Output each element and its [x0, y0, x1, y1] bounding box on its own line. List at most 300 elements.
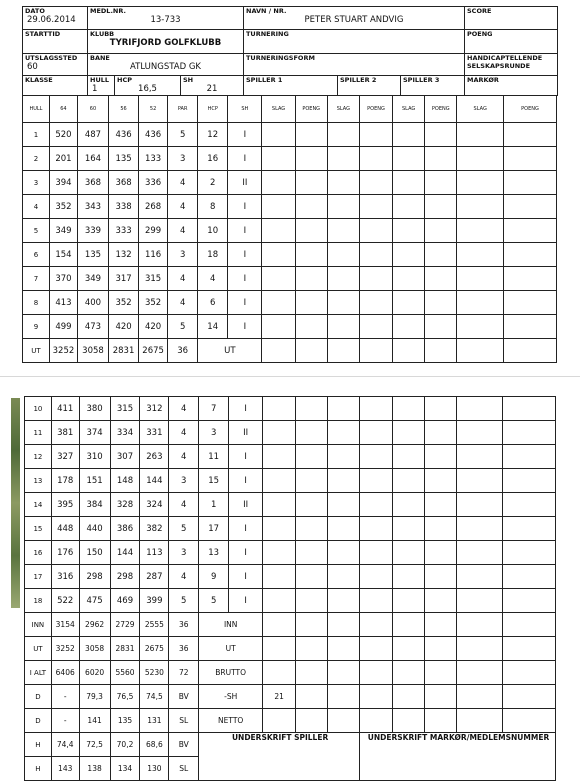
- points-input[interactable]: [296, 589, 328, 613]
- points-input[interactable]: [360, 541, 393, 565]
- strokes-input[interactable]: [457, 171, 504, 195]
- hole-hcp-index: 16: [198, 147, 228, 171]
- strokes-input[interactable]: [393, 171, 425, 195]
- summary-input[interactable]: [296, 613, 328, 637]
- points-input[interactable]: [425, 291, 457, 315]
- strokes-input[interactable]: [263, 589, 296, 613]
- strokes-input[interactable]: [328, 589, 360, 613]
- points-input[interactable]: [359, 147, 392, 171]
- points-input[interactable]: [425, 123, 457, 147]
- tee-60-length: 150: [79, 541, 110, 565]
- strokes-input[interactable]: [328, 421, 360, 445]
- points-input[interactable]: [296, 397, 328, 421]
- summary-input[interactable]: [328, 685, 360, 709]
- summary-input[interactable]: [328, 709, 360, 733]
- points-input[interactable]: [360, 445, 393, 469]
- strokes-input[interactable]: [456, 589, 502, 613]
- summary-input[interactable]: [424, 637, 456, 661]
- summary-value[interactable]: [263, 637, 296, 661]
- summary-input[interactable]: [360, 685, 393, 709]
- column-header: POENG: [359, 96, 392, 123]
- strokes-input[interactable]: [456, 517, 502, 541]
- tee-64-length: 201: [49, 147, 77, 171]
- total-input[interactable]: [327, 339, 359, 363]
- hole-row: [25, 397, 556, 421]
- strokes-input[interactable]: [456, 397, 502, 421]
- summary-input[interactable]: [503, 709, 556, 733]
- strokes-input[interactable]: [262, 171, 295, 195]
- strokes-input[interactable]: [457, 267, 504, 291]
- hcp-cell: HCP 16,5: [115, 76, 181, 96]
- strokes-input[interactable]: [457, 291, 504, 315]
- hole-hcp-index: 12: [198, 123, 228, 147]
- strokes-input[interactable]: [457, 147, 504, 171]
- summary-par: BV: [169, 685, 199, 709]
- total-input[interactable]: [425, 339, 457, 363]
- points-input[interactable]: [425, 315, 457, 339]
- hole-number: 13: [25, 469, 52, 493]
- tee-60-length: 164: [77, 147, 108, 171]
- strokes-input[interactable]: [263, 421, 296, 445]
- sh-value: 21: [206, 84, 218, 94]
- tee-52-length: 312: [140, 397, 169, 421]
- strokes-input[interactable]: [393, 243, 425, 267]
- tee-64-length: 316: [51, 565, 79, 589]
- summary-60: 6020: [79, 661, 110, 685]
- extra-strokes: I: [228, 195, 262, 219]
- strokes-input[interactable]: [457, 195, 504, 219]
- tee-52-length: 299: [139, 219, 168, 243]
- points-input[interactable]: [425, 171, 457, 195]
- strokes-input[interactable]: [456, 541, 502, 565]
- tee-60-length: 384: [79, 493, 110, 517]
- points-input[interactable]: [503, 541, 556, 565]
- player3-cell: SPILLER 3: [401, 76, 465, 96]
- points-input[interactable]: [296, 445, 328, 469]
- strokes-input[interactable]: [327, 243, 359, 267]
- strokes-input[interactable]: [263, 445, 296, 469]
- summary-value[interactable]: [263, 613, 296, 637]
- strokes-input[interactable]: [263, 565, 296, 589]
- points-input[interactable]: [359, 243, 392, 267]
- points-input[interactable]: [360, 517, 393, 541]
- hole-row: [25, 421, 556, 445]
- tee-64-length: 522: [51, 589, 79, 613]
- summary-input[interactable]: [456, 661, 502, 685]
- hole-number: 5: [23, 219, 50, 243]
- scorecard-front: [22, 6, 557, 354]
- summary-input[interactable]: [424, 661, 456, 685]
- hole-number: 16: [25, 541, 52, 565]
- summary-input[interactable]: [503, 661, 556, 685]
- column-header: SLAG: [262, 96, 295, 123]
- extra-strokes: I: [228, 291, 262, 315]
- points-input[interactable]: [360, 469, 393, 493]
- points-input[interactable]: [296, 421, 328, 445]
- summary-input[interactable]: [393, 637, 425, 661]
- summary-input[interactable]: [393, 685, 425, 709]
- summary-56: 135: [110, 709, 140, 733]
- points-input[interactable]: [296, 493, 328, 517]
- tee-60-length: 487: [77, 123, 108, 147]
- summary-row-h1: [25, 733, 556, 757]
- tee-60-length: 343: [77, 195, 108, 219]
- tee-52-length: 420: [139, 315, 168, 339]
- summary-52: 131: [140, 709, 169, 733]
- par-value: 4: [168, 219, 198, 243]
- strokes-input[interactable]: [327, 123, 359, 147]
- total-52: 2675: [139, 339, 168, 363]
- points-input[interactable]: [360, 589, 393, 613]
- hole-hcp-index: 17: [199, 517, 229, 541]
- points-input[interactable]: [504, 171, 557, 195]
- hole-hcp-index: 9: [199, 565, 229, 589]
- par-value: 5: [169, 589, 199, 613]
- strokes-input[interactable]: [393, 123, 425, 147]
- total-input[interactable]: [262, 339, 295, 363]
- hole-number: 17: [25, 565, 52, 589]
- strokes-input[interactable]: [327, 291, 359, 315]
- points-input[interactable]: [503, 589, 556, 613]
- strokes-input[interactable]: [393, 315, 425, 339]
- points-input[interactable]: [295, 243, 327, 267]
- summary-input[interactable]: [424, 613, 456, 637]
- points-input[interactable]: [360, 565, 393, 589]
- total-input[interactable]: [504, 339, 557, 363]
- strokes-input[interactable]: [328, 469, 360, 493]
- strokes-input[interactable]: [393, 421, 425, 445]
- points-input[interactable]: [503, 565, 556, 589]
- summary-input[interactable]: [296, 637, 328, 661]
- summary-input[interactable]: [328, 637, 360, 661]
- points-input[interactable]: [503, 493, 556, 517]
- scorecard-back: [24, 396, 556, 773]
- tee-52-length: 268: [139, 195, 168, 219]
- marker-signature-field[interactable]: UNDERSKRIFT MARKØR/MEDLEMSNUMMER: [360, 733, 556, 781]
- summary-input[interactable]: [296, 709, 328, 733]
- points-input[interactable]: [504, 243, 557, 267]
- strokes-input[interactable]: [393, 195, 425, 219]
- tee-52-length: 113: [140, 541, 169, 565]
- paper-fold: [0, 376, 580, 377]
- hole-row: [25, 565, 556, 589]
- summary-input[interactable]: [456, 709, 502, 733]
- points-input[interactable]: [359, 219, 392, 243]
- strokes-input[interactable]: [393, 445, 425, 469]
- total-64: 3252: [49, 339, 77, 363]
- points-input[interactable]: [503, 517, 556, 541]
- points-input[interactable]: [360, 421, 393, 445]
- strokes-input[interactable]: [328, 565, 360, 589]
- name-cell: NAVN / NR. PETER STUART ANDVIG: [244, 7, 465, 30]
- summary-64: 3252: [51, 637, 79, 661]
- points-input[interactable]: [425, 147, 457, 171]
- summary-input[interactable]: [360, 661, 393, 685]
- tee-60-length: 368: [77, 171, 108, 195]
- summary-input[interactable]: [456, 685, 502, 709]
- strokes-input[interactable]: [457, 123, 504, 147]
- summary-par: SL: [169, 709, 199, 733]
- points-input[interactable]: [425, 243, 457, 267]
- strokes-input[interactable]: [393, 291, 425, 315]
- column-header: POENG: [504, 96, 557, 123]
- strokes-input[interactable]: [263, 469, 296, 493]
- strokes-input[interactable]: [262, 123, 295, 147]
- strokes-input[interactable]: [456, 493, 502, 517]
- points-input[interactable]: [424, 493, 456, 517]
- tee-value: 60: [27, 62, 38, 72]
- points-input[interactable]: [504, 195, 557, 219]
- points-input[interactable]: [295, 147, 327, 171]
- summary-input[interactable]: [360, 637, 393, 661]
- tee-60-length: 151: [79, 469, 110, 493]
- points-input[interactable]: [296, 469, 328, 493]
- points-input[interactable]: [424, 421, 456, 445]
- strokes-input[interactable]: [393, 147, 425, 171]
- points-input[interactable]: [504, 315, 557, 339]
- hole-number: 11: [25, 421, 52, 445]
- tournament-cell: TURNERING: [244, 30, 465, 54]
- summary-label: D: [25, 685, 52, 709]
- hole-hcp-index: 10: [198, 219, 228, 243]
- points-input[interactable]: [503, 469, 556, 493]
- total-text: UT: [198, 339, 262, 363]
- points-input[interactable]: [359, 267, 392, 291]
- strokes-input[interactable]: [393, 267, 425, 291]
- strokes-input[interactable]: [393, 541, 425, 565]
- strokes-input[interactable]: [456, 421, 502, 445]
- tee-64-length: 370: [49, 267, 77, 291]
- points-input[interactable]: [295, 291, 327, 315]
- strokes-input[interactable]: [263, 493, 296, 517]
- summary-52: 74,5: [140, 685, 169, 709]
- summary-input[interactable]: [503, 685, 556, 709]
- strokes-input[interactable]: [393, 589, 425, 613]
- points-input[interactable]: [503, 397, 556, 421]
- total-input[interactable]: [295, 339, 327, 363]
- member-no-cell: MEDL.NR. 13-733: [88, 7, 244, 30]
- summary-56: 2831: [110, 637, 140, 661]
- points-input[interactable]: [424, 565, 456, 589]
- extra-strokes: I: [228, 147, 262, 171]
- tee-56-length: 420: [109, 315, 139, 339]
- strokes-input[interactable]: [393, 517, 425, 541]
- strokes-input[interactable]: [328, 397, 360, 421]
- summary-input[interactable]: [393, 613, 425, 637]
- strokes-input[interactable]: [262, 315, 295, 339]
- strokes-input[interactable]: [393, 493, 425, 517]
- points-input[interactable]: [424, 397, 456, 421]
- points-input[interactable]: [359, 171, 392, 195]
- points-input[interactable]: [425, 219, 457, 243]
- points-input[interactable]: [295, 315, 327, 339]
- hole-row: [23, 171, 557, 195]
- strokes-input[interactable]: [263, 517, 296, 541]
- hole-row: [23, 147, 557, 171]
- points-input[interactable]: [360, 493, 393, 517]
- par-value: 4: [169, 565, 199, 589]
- strokes-input[interactable]: [456, 469, 502, 493]
- summary-input[interactable]: [456, 613, 502, 637]
- extra-strokes: I: [228, 123, 262, 147]
- points-input[interactable]: [295, 219, 327, 243]
- strokes-input[interactable]: [328, 541, 360, 565]
- total-input[interactable]: [359, 339, 392, 363]
- strokes-input[interactable]: [262, 243, 295, 267]
- tee-56-length: 307: [110, 445, 140, 469]
- points-input[interactable]: [425, 267, 457, 291]
- summary-input[interactable]: [328, 613, 360, 637]
- strokes-input[interactable]: [456, 565, 502, 589]
- summary-60: 3058: [79, 637, 110, 661]
- points-input[interactable]: [424, 517, 456, 541]
- extra-strokes: II: [229, 493, 263, 517]
- strokes-input[interactable]: [327, 267, 359, 291]
- points-input[interactable]: [359, 195, 392, 219]
- strokes-input[interactable]: [327, 195, 359, 219]
- strokes-input[interactable]: [262, 267, 295, 291]
- points-input[interactable]: [503, 445, 556, 469]
- strokes-input[interactable]: [328, 517, 360, 541]
- strokes-input[interactable]: [327, 171, 359, 195]
- summary-label: H: [25, 757, 52, 781]
- points-input[interactable]: [504, 291, 557, 315]
- summary-input[interactable]: [360, 613, 393, 637]
- points-input[interactable]: [424, 589, 456, 613]
- tee-52-length: 382: [140, 517, 169, 541]
- points-input[interactable]: [424, 445, 456, 469]
- summary-row-ut: [25, 637, 556, 661]
- total-input[interactable]: [393, 339, 425, 363]
- strokes-input[interactable]: [393, 219, 425, 243]
- summary-par: SL: [169, 757, 199, 781]
- points-input[interactable]: [424, 469, 456, 493]
- hole-row: [23, 315, 557, 339]
- par-value: 5: [168, 315, 198, 339]
- tee-64-length: 381: [51, 421, 79, 445]
- tee-64-length: 448: [51, 517, 79, 541]
- points-input[interactable]: [295, 123, 327, 147]
- strokes-input[interactable]: [327, 315, 359, 339]
- points-input[interactable]: [296, 565, 328, 589]
- extra-strokes: II: [228, 171, 262, 195]
- points-input[interactable]: [359, 123, 392, 147]
- par-value: 4: [169, 421, 199, 445]
- strokes-input[interactable]: [262, 195, 295, 219]
- summary-64: 143: [51, 757, 79, 781]
- tee-56-length: 338: [109, 195, 139, 219]
- summary-input[interactable]: [424, 709, 456, 733]
- points-input[interactable]: [359, 315, 392, 339]
- summary-value[interactable]: 21: [263, 685, 296, 709]
- points-input[interactable]: [295, 171, 327, 195]
- summary-input[interactable]: [393, 661, 425, 685]
- strokes-input[interactable]: [457, 219, 504, 243]
- summary-input[interactable]: [393, 709, 425, 733]
- summary-input[interactable]: [503, 637, 556, 661]
- strokes-input[interactable]: [262, 219, 295, 243]
- summary-input[interactable]: [296, 685, 328, 709]
- hole-row: [23, 291, 557, 315]
- summary-input[interactable]: [503, 613, 556, 637]
- extra-strokes: I: [229, 517, 263, 541]
- extra-strokes: I: [229, 397, 263, 421]
- course-value: ATLUNGSTAD GK: [130, 62, 201, 72]
- points-input[interactable]: [296, 541, 328, 565]
- points-input[interactable]: [296, 517, 328, 541]
- strokes-input[interactable]: [393, 397, 425, 421]
- summary-value[interactable]: [263, 709, 296, 733]
- column-header: SLAG: [327, 96, 359, 123]
- hole-number: 2: [23, 147, 50, 171]
- tee-52-length: 116: [139, 243, 168, 267]
- points-input[interactable]: [424, 541, 456, 565]
- strokes-input[interactable]: [262, 291, 295, 315]
- hole-hcp-index: 8: [198, 195, 228, 219]
- tee-56-length: 317: [109, 267, 139, 291]
- hole-number: 9: [23, 315, 50, 339]
- strokes-input[interactable]: [393, 565, 425, 589]
- points-input[interactable]: [295, 195, 327, 219]
- strokes-input[interactable]: [393, 469, 425, 493]
- hole-number: 6: [23, 243, 50, 267]
- summary-input[interactable]: [456, 637, 502, 661]
- sh-cell: SH 21: [181, 76, 244, 96]
- par-value: 4: [169, 493, 199, 517]
- summary-60: 138: [79, 757, 110, 781]
- points-input[interactable]: [504, 267, 557, 291]
- hole-number: 8: [23, 291, 50, 315]
- column-header: 64: [49, 96, 77, 123]
- hole-row: [25, 445, 556, 469]
- strokes-input[interactable]: [263, 541, 296, 565]
- hole-row: [25, 517, 556, 541]
- tee-64-length: 178: [51, 469, 79, 493]
- strokes-input[interactable]: [263, 397, 296, 421]
- points-input[interactable]: [503, 421, 556, 445]
- total-input[interactable]: [457, 339, 504, 363]
- points-input[interactable]: [504, 123, 557, 147]
- strokes-input[interactable]: [327, 219, 359, 243]
- points-input[interactable]: [504, 219, 557, 243]
- tee-60-length: 380: [79, 397, 110, 421]
- summary-input[interactable]: [360, 709, 393, 733]
- strokes-input[interactable]: [327, 147, 359, 171]
- start-time-cell: STARTTID: [23, 30, 88, 54]
- summary-input[interactable]: [328, 661, 360, 685]
- summary-value[interactable]: [263, 661, 296, 685]
- extra-strokes: I: [228, 315, 262, 339]
- strokes-input[interactable]: [457, 315, 504, 339]
- summary-par: 36: [169, 613, 199, 637]
- summary-input[interactable]: [424, 685, 456, 709]
- points-input[interactable]: [359, 291, 392, 315]
- points-input[interactable]: [504, 147, 557, 171]
- points-input[interactable]: [295, 267, 327, 291]
- strokes-input[interactable]: [457, 243, 504, 267]
- summary-label: UT: [25, 637, 52, 661]
- points-input[interactable]: [360, 397, 393, 421]
- strokes-input[interactable]: [456, 445, 502, 469]
- strokes-input[interactable]: [328, 445, 360, 469]
- player-signature-field[interactable]: UNDERSKRIFT SPILLER: [199, 733, 360, 781]
- points-input[interactable]: [425, 195, 457, 219]
- summary-row-d2: [25, 709, 556, 733]
- strokes-input[interactable]: [262, 147, 295, 171]
- summary-input[interactable]: [296, 661, 328, 685]
- strokes-input[interactable]: [328, 493, 360, 517]
- tee-52-length: 324: [140, 493, 169, 517]
